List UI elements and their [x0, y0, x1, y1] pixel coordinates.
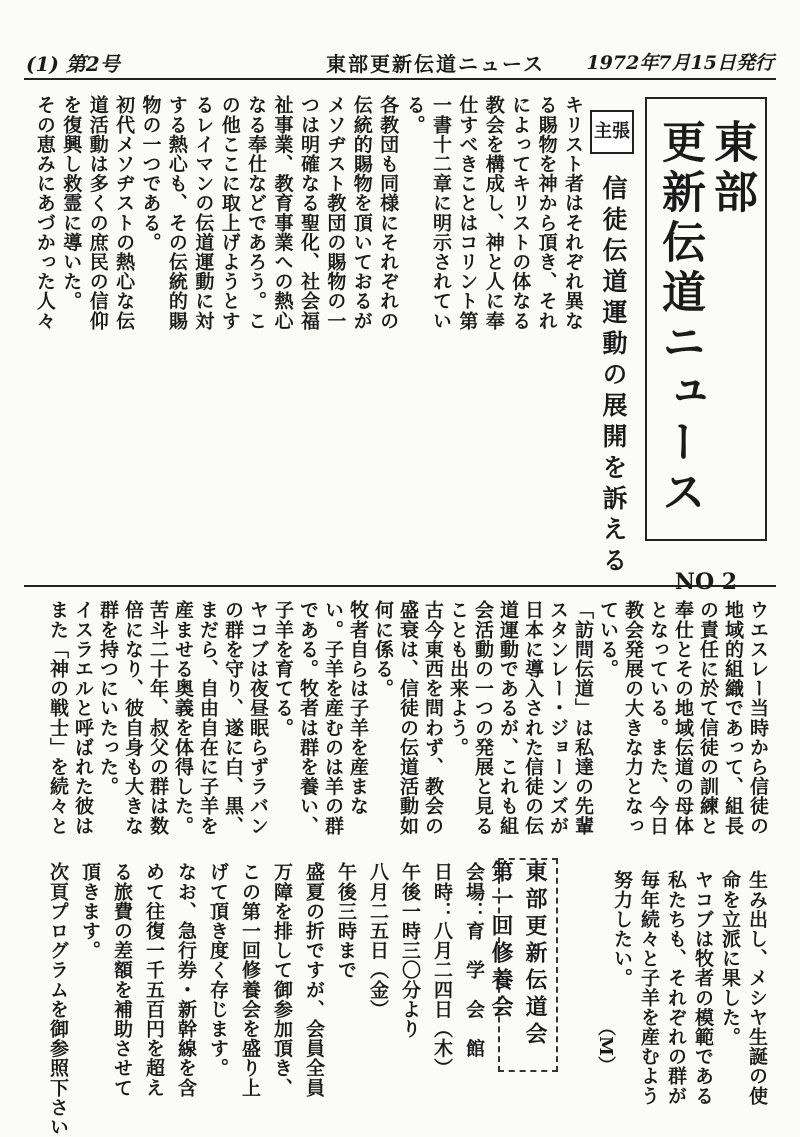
editorial-badge: 主張 — [590, 110, 634, 154]
masthead-title: 東部 更新伝道ニュース — [654, 119, 757, 519]
masthead-box — [645, 97, 767, 595]
retreat-notice-title: 東部更新伝道会 第一回修養会 — [498, 858, 558, 1072]
issue-number: (1) 第2号 — [26, 52, 120, 76]
newsletter-name: 東部更新伝道ニュース — [326, 52, 545, 76]
publication-date: 1972年7月15日発行 — [586, 52, 774, 74]
editorial-signoff: （M） — [595, 1018, 616, 1074]
editorial-closing: 生み出し、メシヤ生誕の使 命を立派に果した。 ヤコブは牧者の模範である 私たちも、それぞれの群が 毎年続々と子羊を産むよう 努力したい。 — [611, 870, 768, 1106]
masthead-issue: NO 2 — [674, 569, 738, 595]
retreat-notice-body: 会場：育 学 会 館 日時：八月二四日（木） 午後一時三〇分より 八月二五日（金） 午後三時まで 盛夏の折ですが、会員全員 万障を排して御参加頂き、 この第一回修養会を盛り上 げて頂き度く存じます。 なお、急行券・新幹線を含 めて往復一千五百円を超え る旅費の差額を補助させて 頂きます。 次頁プログラムを御参照下さい — [47, 862, 485, 1137]
editorial-body-right: キリスト者はそれぞれ異な る賜物を神から頂き、それ によってキリストの体なる 教会を構成し、神と人に奉 仕すべきことはコリント第 一書十二章に明示されてい る。 各教団も同様にそれぞれの 伝統的賜物を頂いておるが メソヂスト教団の賜物の一 つは明確なる聖化、社会福 祉事業、教育事業への熱心 なる奉仕などであろう。こ の他ここに取上げようとす るレイマンの伝道運動に対 する熱心も、その伝統的賜 物の一つである。 初代メソヂストの熱心な伝 道活動は多くの庶民の信仰 を復興し救霊に導いた。 その恵みにあづかった人々 — [33, 95, 584, 331]
editorial-body-continued: ウエスレー当時から信徒の 地域的組織であって、組長 の責任に於て信徒の訓練と 奉仕とその地域伝道の母体 となっている。また、今日 教会発展の大きな力となっ ている。 「訪問伝道」は私達の先輩 スタンレー・ジョーンズが 日本に導入された信徒の伝 道運動であるが、これも組 会活動の一つの発展と見る ことも出来よう。 古今東西を問わず、教会の 盛衰は、信徒の伝道活動如 何に係る。 牧者自らは子羊を産まな い。子羊を産むのは羊の群 である。牧者は群を養い、 子羊を育てる。 ヤコブは夜昼眠らずラバン の群を守り、遂に白、黒、 まだら、自由自在に子羊を 産ませる奥義を体得した。 苦斗二十年、叔父の群は数 倍になり、彼自身も大きな 群を持つにいたった。 イスラエルと呼ばれた彼は また「神の戦士」を続々と — [47, 600, 769, 836]
section-rule — [24, 585, 776, 587]
editorial-heading: 信徒伝道運動の展開を訴える — [599, 175, 628, 578]
page-header — [26, 40, 774, 76]
header-rule — [24, 78, 776, 80]
